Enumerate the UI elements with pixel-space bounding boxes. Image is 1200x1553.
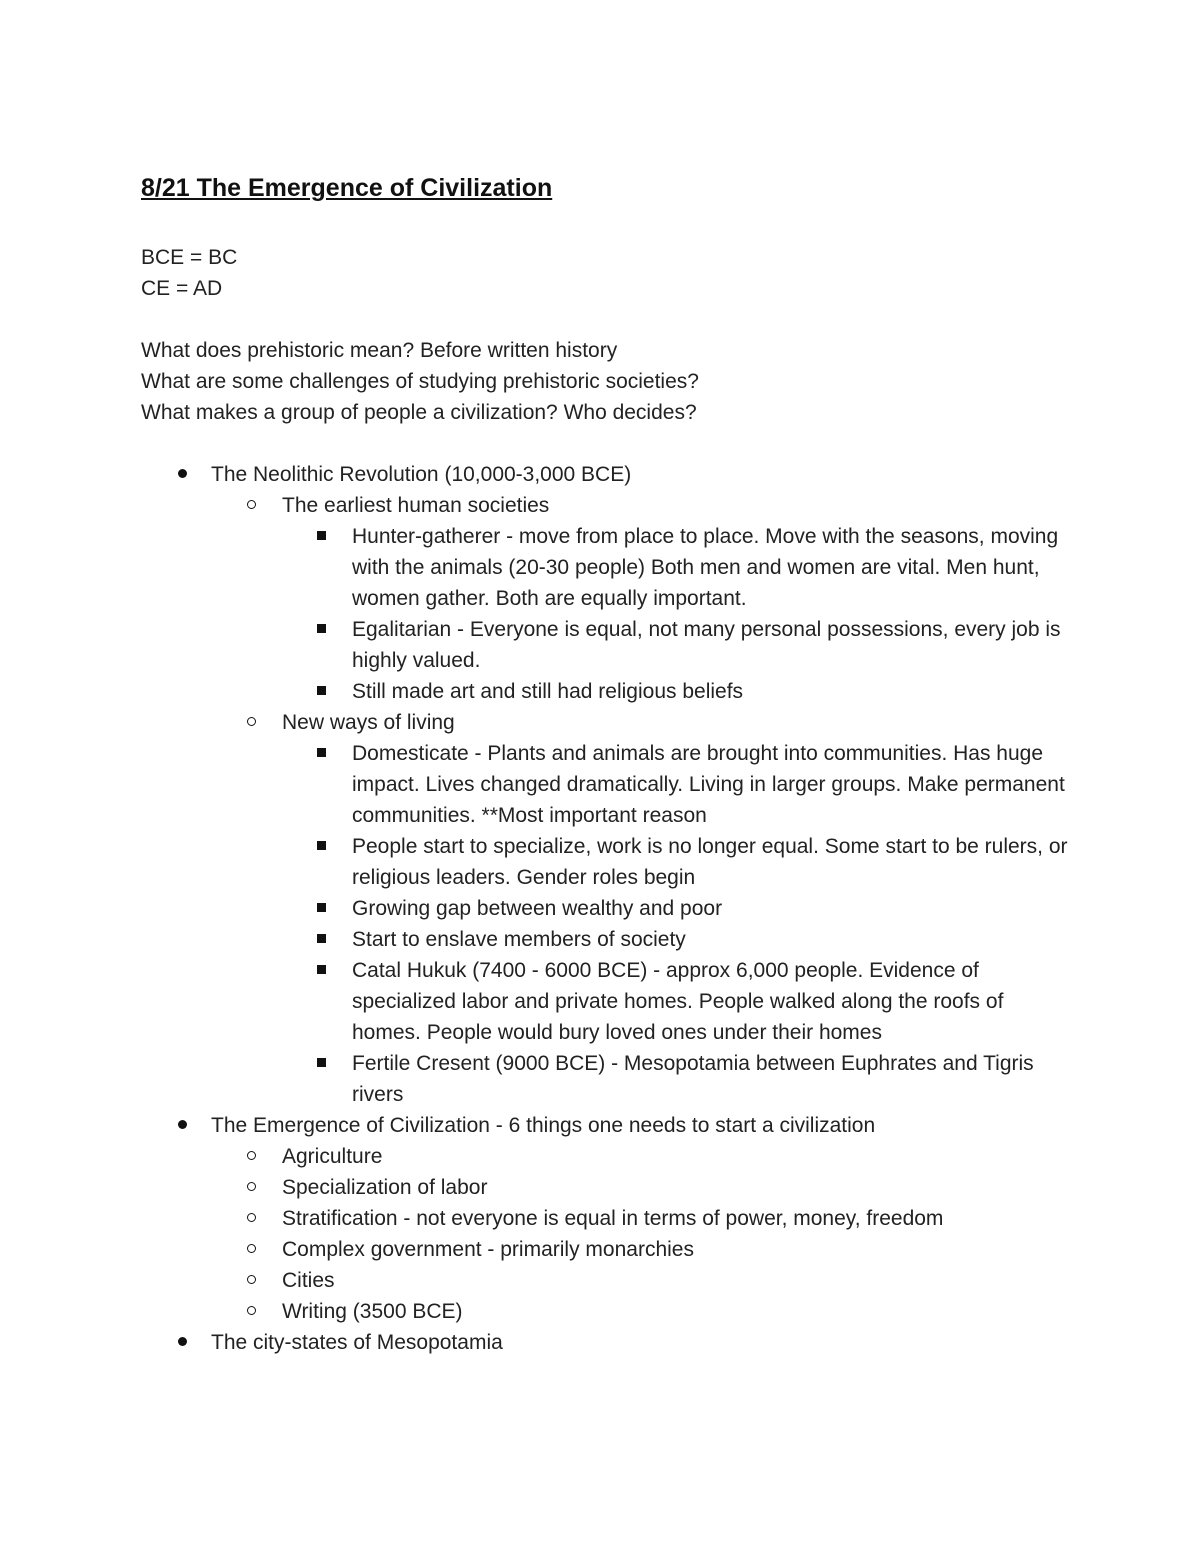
square-bullet-icon xyxy=(317,831,326,862)
outline-item-art-religion xyxy=(141,676,1072,707)
outline-item-specialization xyxy=(141,1172,1141,1203)
square-bullet-icon xyxy=(317,893,326,924)
hollow-circle-bullet-icon xyxy=(247,1265,256,1296)
outline-item-label: The Emergence of Civilization - 6 things one needs to start a civilization xyxy=(211,1114,876,1137)
hollow-circle-bullet-icon xyxy=(247,1141,256,1172)
square-bullet-icon xyxy=(317,614,326,645)
page-title: 8/21 The Emergence of Civilization xyxy=(141,174,553,202)
outline-item-label: New ways of living xyxy=(282,711,455,734)
question-prehistoric: What does prehistoric mean? Before written history xyxy=(141,339,618,362)
outline-item-agriculture xyxy=(141,1141,1141,1172)
filled-circle-bullet-icon xyxy=(178,1110,187,1141)
outline-item-city-states xyxy=(141,1327,1141,1358)
outline-item-stratification xyxy=(141,1203,1141,1234)
outline-item-hunter-gatherer xyxy=(141,521,1072,614)
square-bullet-icon xyxy=(317,924,326,955)
outline-item-writing xyxy=(141,1296,1141,1327)
outline-item-label: Catal Hukuk (7400 - 6000 BCE) - approx 6,000 people. Evidence of specialized labor and private homes. People walked along the roofs of homes. People would bury loved ones under their homes xyxy=(352,959,1004,1044)
outline-item-label: Domesticate - Plants and animals are brought into communities. Has huge impact. Lives changed dramatically. Living in larger groups. Make permanent communities. **Most important reason xyxy=(352,742,1065,827)
outline-item-label: Hunter-gatherer - move from place to place. Move with the seasons, moving with the animals (20-30 people) Both men and women are vital. Men hunt, women gather. Both are equally important. xyxy=(352,525,1059,610)
outline-item-label: Growing gap between wealthy and poor xyxy=(352,897,723,920)
outline-item-government xyxy=(141,1234,1141,1265)
outline-item-label: Cities xyxy=(282,1269,335,1292)
square-bullet-icon xyxy=(317,1048,326,1079)
abbreviation-bce: BCE = BC xyxy=(141,246,238,269)
filled-circle-bullet-icon xyxy=(178,459,187,490)
hollow-circle-bullet-icon xyxy=(247,707,256,738)
outline-item-egalitarian xyxy=(141,614,1072,676)
outline-item-label: Still made art and still had religious beliefs xyxy=(352,680,744,703)
question-challenges: What are some challenges of studying prehistoric societies? xyxy=(141,370,699,393)
outline-item-enslave xyxy=(141,924,1072,955)
hollow-circle-bullet-icon xyxy=(247,1203,256,1234)
square-bullet-icon xyxy=(317,521,326,552)
hollow-circle-bullet-icon xyxy=(247,1234,256,1265)
outline-item-label: People start to specialize, work is no longer equal. Some start to be rulers, or religious leaders. Gender roles begin xyxy=(352,835,1068,889)
outline xyxy=(141,459,1141,1358)
hollow-circle-bullet-icon xyxy=(247,1296,256,1327)
outline-item-catal-hukuk xyxy=(141,955,1072,1048)
outline-item-label: Specialization of labor xyxy=(282,1176,488,1199)
outline-item-emergence xyxy=(141,1110,1141,1141)
outline-item-label: The Neolithic Revolution (10,000-3,000 BCE) xyxy=(211,463,632,486)
outline-item-domesticate xyxy=(141,738,1072,831)
filled-circle-bullet-icon xyxy=(178,1327,187,1358)
outline-item-label: Egalitarian - Everyone is equal, not many personal possessions, every job is highly valued. xyxy=(352,618,1061,672)
outline-item-specialize xyxy=(141,831,1072,893)
square-bullet-icon xyxy=(317,676,326,707)
outline-item-label: Agriculture xyxy=(282,1145,383,1168)
outline-item-cities xyxy=(141,1265,1141,1296)
outline-item-label: The city-states of Mesopotamia xyxy=(211,1331,503,1354)
outline-item-wealth-gap xyxy=(141,893,1072,924)
hollow-circle-bullet-icon xyxy=(247,1172,256,1203)
outline-item-new-ways xyxy=(141,707,1141,738)
outline-item-earliest-societies xyxy=(141,490,1141,521)
outline-item-label: Stratification - not everyone is equal in terms of power, money, freedom xyxy=(282,1207,944,1230)
hollow-circle-bullet-icon xyxy=(247,490,256,521)
square-bullet-icon xyxy=(317,738,326,769)
outline-item-label: Complex government - primarily monarchies xyxy=(282,1238,694,1261)
square-bullet-icon xyxy=(317,955,326,986)
outline-item-label: Writing (3500 BCE) xyxy=(282,1300,463,1323)
outline-item-label: Fertile Cresent (9000 BCE) - Mesopotamia between Euphrates and Tigris rivers xyxy=(352,1052,1034,1106)
outline-item-label: Start to enslave members of society xyxy=(352,928,686,951)
outline-item-label: The earliest human societies xyxy=(282,494,550,517)
abbreviation-ce: CE = AD xyxy=(141,277,223,300)
outline-item-fertile-cresent xyxy=(141,1048,1072,1110)
outline-item-neolithic xyxy=(141,459,1141,490)
question-civilization: What makes a group of people a civilization? Who decides? xyxy=(141,401,697,424)
